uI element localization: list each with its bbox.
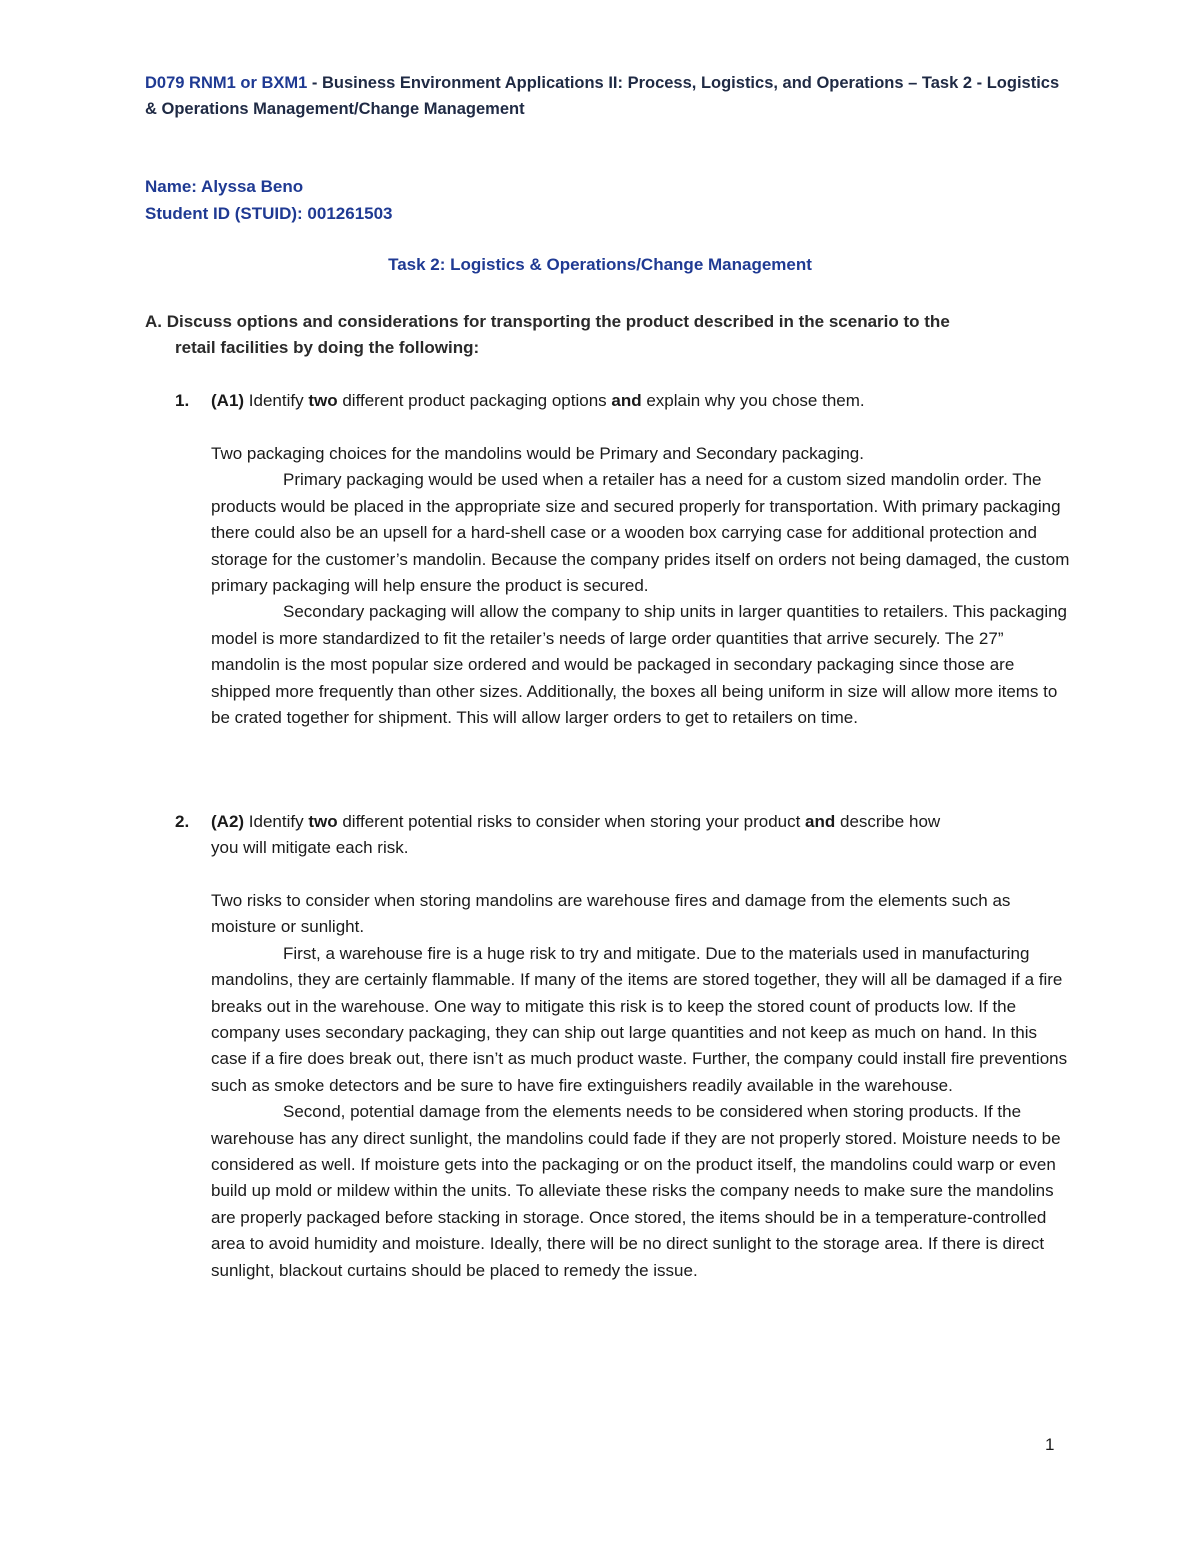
answer-paragraph: Two risks to consider when storing mandolins are warehouse fires and damage from the elements such as moisture or sunlight. xyxy=(211,891,1011,937)
question-number: 1. xyxy=(175,391,190,410)
section-a-line-2: retail facilities by doing the following: xyxy=(175,338,480,357)
task-heading: Task 2: Logistics & Operations/Change Management xyxy=(388,255,812,274)
question-text: different product packaging options xyxy=(337,391,612,410)
question-text: explain why you chose them. xyxy=(641,391,865,410)
answer-paragraph: Second, potential damage from the elements needs to be considered when storing products. If the warehouse has any direct sunlight, the mandolins could fade if they are not properly stored. Moisture needs to be considered as well. If moisture gets into the packaging or on the product itself, the mandolins could warp or even build up mold or mildew within the units. To alleviate these risks the company needs to make sure the mandolins are properly packaged before stacking in storage. Once stored, the items should be in a temperature-controlled area to avoid humidity and moisture. Ideally, there will be no direct sunlight to the storage area. If there is direct sunlight, blackout curtains should be placed to remedy the issue. xyxy=(211,1102,1061,1280)
question-text: describe how xyxy=(835,812,941,831)
answer-paragraph: Two packaging choices for the mandolins would be Primary and Secondary packaging. xyxy=(211,444,864,463)
answer-paragraph: Primary packaging would be used when a retailer has a need for a custom sized mandolin order. The products would be placed in the appropriate size and secured properly for transportation. With primary packaging there could also be an upsell for a hard-shell case or a wooden box carrying case for additional protection and storage for the customer’s mandolin. Because the company prides itself on orders not being damaged, the custom primary packaging will help ensure the product is secured. xyxy=(211,470,1070,596)
page-number: 1 xyxy=(1045,1435,1055,1454)
question-text-continued: you will mitigate each risk. xyxy=(211,838,409,857)
course-title: - Business Environment Applications II: Process, Logistics, and Operations – Task 2 - Logistics & Operations Management/Change Management xyxy=(145,74,1060,118)
answer-paragraph: Secondary packaging will allow the company to ship units in larger quantities to retailers. This packaging model is more standardized to fit the retailer’s needs of large order quantities that arrive securely. The 27” mandolin is the most popular size ordered and would be packaged in secondary packaging since those are shipped more frequently than other sizes. Additionally, the boxes all being uniform in size will allow more items to be crated together for shipment. This will allow larger orders to get to retailers on time. xyxy=(211,602,1068,728)
question-text: Identify xyxy=(244,391,309,410)
question-emphasis: and xyxy=(611,391,642,410)
question-number: 2. xyxy=(175,812,190,831)
answer-a2 xyxy=(211,888,1071,1284)
course-code: D079 RNM1 or BXM1 xyxy=(145,74,308,92)
question-emphasis: two xyxy=(308,812,338,831)
document-header-title xyxy=(145,70,1065,122)
question-text: different potential risks to consider when storing your product xyxy=(337,812,806,831)
section-a-line-1: A. Discuss options and considerations for transporting the product described in the scenario to the xyxy=(145,312,950,331)
question-a1-heading xyxy=(175,388,1065,414)
question-code: (A1) xyxy=(211,391,245,410)
question-emphasis: and xyxy=(805,812,836,831)
question-text: Identify xyxy=(244,812,309,831)
student-id: Student ID (STUID): 001261503 xyxy=(145,204,393,223)
student-info xyxy=(145,173,393,227)
answer-paragraph: First, a warehouse fire is a huge risk to try and mitigate. Due to the materials used in manufacturing mandolins, they are certainly flammable. If many of the items are stored together, they will all be damaged if a fire breaks out in the warehouse. One way to mitigate this risk is to keep the stored count of products low. If the company uses secondary packaging, they can ship out large quantities and not keep as much on hand. In this case if a fire does break out, there isn’t as much product waste. Further, the company could install fire preventions such as smoke detectors and be sure to have fire extinguishers readily available in the warehouse. xyxy=(211,943,1068,1095)
question-code: (A2) xyxy=(211,812,245,831)
student-name: Name: Alyssa Beno xyxy=(145,177,304,196)
section-a-heading xyxy=(145,309,1045,361)
question-a2-heading xyxy=(175,809,1065,861)
question-emphasis: two xyxy=(308,391,338,410)
answer-a1 xyxy=(211,441,1071,731)
